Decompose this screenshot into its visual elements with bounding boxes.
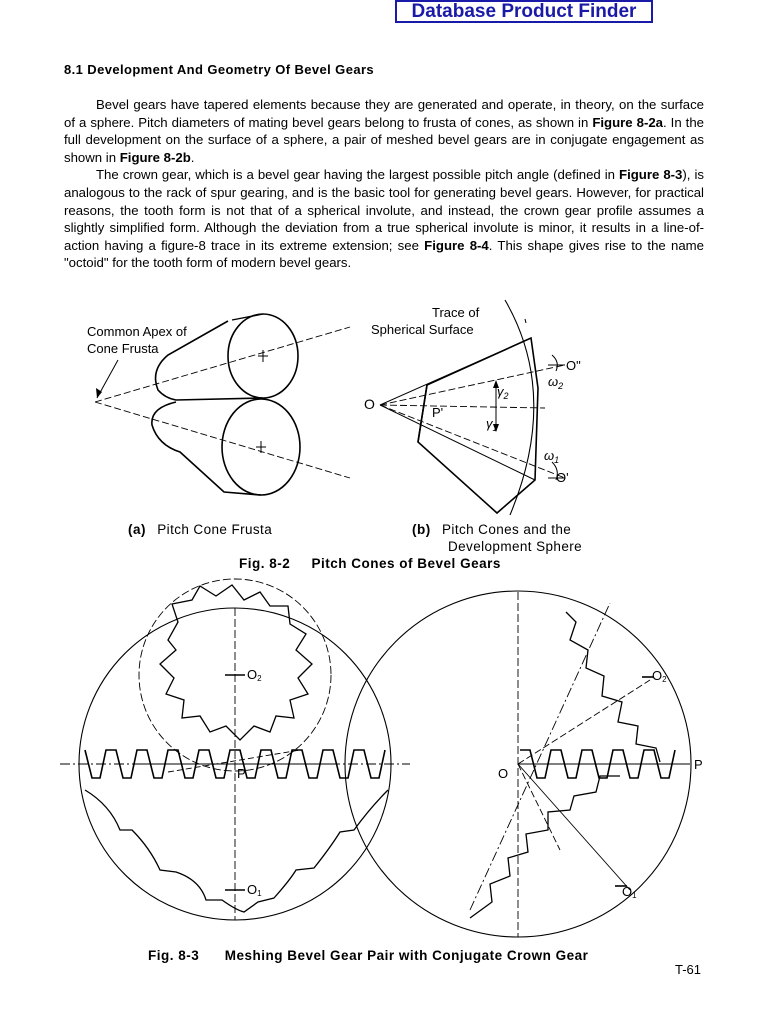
subcaption-a: (a) Pitch Cone Frusta bbox=[128, 522, 273, 537]
right-p-label: P bbox=[694, 757, 703, 772]
paragraph-1 bbox=[64, 96, 704, 166]
text-run: ), is analogous to the rack of spur gearing, and is the basic tool for generating bevel gears. However, for practical reasons, the tooth form is not that of a spherical involute, and instead, the crown gear profile assumes a slightly simplified form. Although the deviation from a true spherical involute is minor, it results in a line-of-action having a figure-8 trace in its extreme extension; see bbox=[64, 167, 704, 253]
left-o1-label: O1 bbox=[247, 882, 262, 898]
point-o-double-prime-label: O" bbox=[566, 358, 581, 373]
paragraph-2 bbox=[64, 166, 704, 272]
trace-label-line1: Trace of bbox=[432, 305, 480, 320]
body-text bbox=[64, 96, 704, 272]
text-run: The crown gear, which is a bevel gear having the largest possible pitch angle (defined in bbox=[96, 167, 620, 183]
text-run: . In the full development on the surface of a sphere, a pair of meshed bevel gears are in conjugate engagement as shown in bbox=[64, 114, 704, 165]
gamma1-symbol: $\gamma_1$ bbox=[486, 416, 498, 433]
right-o1-label: O1 bbox=[622, 884, 637, 900]
point-p-prime-label: P' bbox=[432, 405, 444, 420]
text-run: . bbox=[190, 149, 195, 165]
figures-area bbox=[0, 290, 768, 1010]
left-p-label: P bbox=[237, 766, 246, 781]
apex-label-line1: Common Apex of bbox=[87, 324, 187, 339]
figure-reference: Figure 8-4 bbox=[424, 237, 489, 253]
page-number: T-61 bbox=[675, 962, 702, 977]
point-o-prime-label: O' bbox=[556, 470, 569, 485]
text-run: Bevel gears have tapered elements because they are generated and operate, in theory, on the surface of a sphere. Pitch diameters of mating bevel gears belong to frusta of cones, as shown in bbox=[64, 97, 704, 130]
point-o-label: O bbox=[364, 396, 375, 412]
figure-8-2-caption: Fig. 8-2 Pitch Cones of Bevel Gears bbox=[239, 556, 501, 571]
omega1-symbol: $\omega_1$ bbox=[544, 448, 560, 465]
left-o2-label: O2 bbox=[247, 667, 262, 683]
text-run: . This shape gives rise to the name "octoid" for the tooth form of modern bevel gears. bbox=[64, 237, 704, 271]
subcaption-b-line2: Development Sphere bbox=[448, 539, 583, 554]
figure-drawings bbox=[0, 290, 768, 1010]
omega2-symbol: $\omega_2$ bbox=[548, 374, 564, 391]
apex-label-line2: Cone Frusta bbox=[87, 341, 159, 356]
right-o2-label: O2 bbox=[652, 668, 667, 684]
figure-reference: Figure 8-2a bbox=[592, 114, 663, 130]
figure-8-3-caption: Fig. 8-3 Meshing Bevel Gear Pair with Conjugate Crown Gear bbox=[148, 948, 589, 963]
right-gear-pair-drawing bbox=[345, 591, 691, 937]
pitch-cone-frusta-drawing bbox=[152, 314, 300, 495]
gamma2-symbol: $\gamma_2$ bbox=[497, 384, 509, 401]
figure-reference: Figure 8-3 bbox=[619, 167, 683, 183]
left-gear-pair-drawing bbox=[60, 579, 410, 920]
database-product-finder-button[interactable]: Database Product Finder bbox=[395, 0, 653, 23]
right-o-label: O bbox=[498, 766, 509, 781]
subcaption-b: (b) Pitch Cones and the bbox=[412, 522, 572, 537]
trace-label-line2: Spherical Surface bbox=[371, 322, 474, 337]
section-heading: 8.1 Development And Geometry Of Bevel Gears bbox=[64, 62, 375, 77]
figure-reference: Figure 8-2b bbox=[119, 149, 191, 165]
